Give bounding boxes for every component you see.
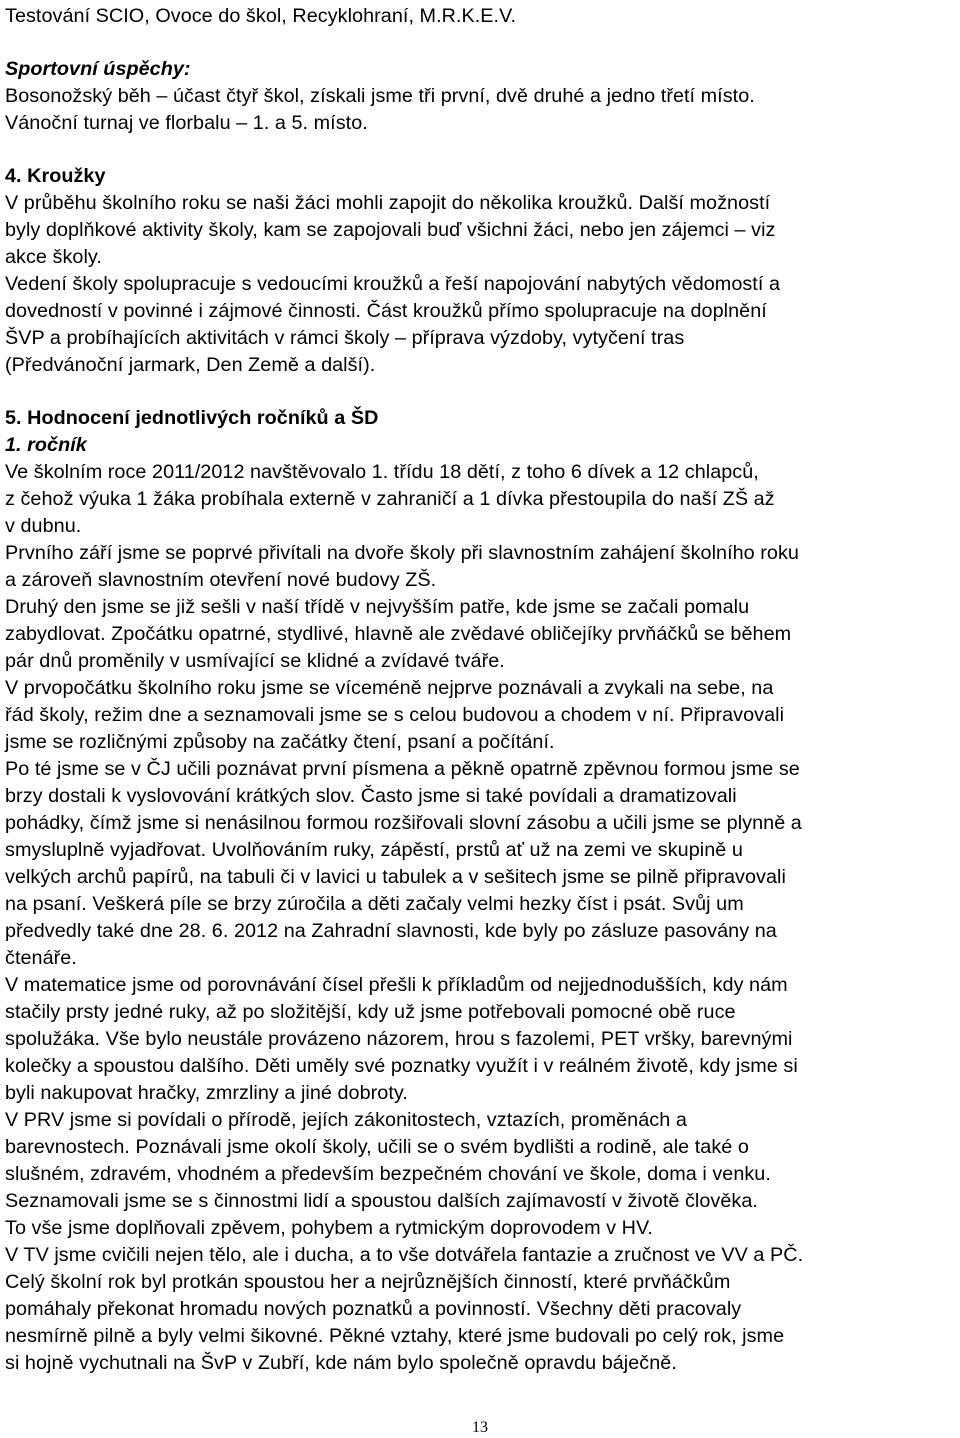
section-5-line: si hojně vychutnali na ŠvP v Zubří, kde nám bylo společně opravdu báječně. (5, 1352, 677, 1374)
section-4-line: dovedností v povinné i zájmové činnosti. Část kroužků přímo spolupracuje na doplnění (5, 300, 767, 322)
section-5-line: pomáhaly překonat hromadu nových poznatků a povinností. Všechny děti pracovaly (5, 1298, 742, 1320)
section-5-line: Celý školní rok byl protkán spoustou her a nejrůznějších činností, které prvňáčkům (5, 1271, 731, 1293)
spacer (5, 30, 955, 56)
section-5-line: řád školy, režim dne a seznamovali jsme se s celou budovou a chodem v ní. Připravovali (5, 704, 785, 726)
section-5-line: velkých archů papírů, na tabuli či v lavici u tabulek a v sešitech jsme se pilně připravovali (5, 866, 786, 888)
section-5-body (5, 459, 955, 1377)
section-4-line: V průběhu školního roku se naši žáci mohli zapojit do několika kroužků. Další možností (5, 192, 771, 214)
section-5-line: v dubnu. (5, 515, 82, 537)
section-5-line: V matematice jsme od porovnávání čísel přešli k příkladům od nejjednodušších, kdy nám (5, 974, 788, 996)
section-5-line: a zároveň slavnostním otevření nové budovy ZŠ. (5, 569, 437, 591)
section-5-line: nesmírně pilně a byly velmi šikovné. Pěkné vztahy, které jsme budovali po celý rok, jsme (5, 1325, 785, 1347)
intro-line: Testování SCIO, Ovoce do škol, Recyklohraní, M.R.K.E.V. (5, 5, 517, 27)
section-5-line: To vše jsme doplňovali zpěvem, pohybem a rytmickým doprovodem v HV. (5, 1217, 653, 1239)
section-5-line: Druhý den jsme se již sešli v naší třídě v nejvyšším patře, kde jsme se začali pomalu (5, 596, 750, 618)
spacer (5, 137, 955, 163)
spacer (5, 379, 955, 405)
section-5-line: slušném, zdravém, vhodném a především bezpečném chování ve škole, doma i venku. (5, 1163, 771, 1185)
section-5-line: z čehož výuka 1 žáka probíhala externě v zahraničí a 1 dívka přestoupila do naší ZŠ až (5, 488, 775, 510)
section-5-line: V TV jsme cvičili nejen tělo, ale i ducha, a to vše dotvářela fantazie a zručnost ve VV a PČ. (5, 1244, 804, 1266)
section-5-line: V PRV jsme si povídali o přírodě, jejích zákonitostech, vztazích, proměnách a (5, 1109, 687, 1131)
document-page (5, 3, 955, 1377)
section-5-line: pár dnů proměnily v usmívající se klidné a zvídavé tváře. (5, 650, 505, 672)
section-5-line: pohádky, čímž jsme si nenásilnou formou rozšiřovali slovní zásobu a učili jsme se plynně a (5, 812, 802, 834)
section-5-line: Seznamovali jsme se s činnostmi lidí a spoustou dalších zajímavostí v životě člověka. (5, 1190, 758, 1212)
section-5-line: V prvopočátku školního roku jsme se víceméně nejprve poznávali a zvykali na sebe, na (5, 677, 774, 699)
section-5-line: byli nakupovat hračky, zmrzliny a jiné dobroty. (5, 1082, 408, 1104)
sport-line: Vánoční turnaj ve florbalu – 1. a 5. místo. (5, 112, 368, 134)
grade-1-subheading: 1. ročník (5, 434, 87, 456)
section-5-heading: 5. Hodnocení jednotlivých ročníků a ŠD (5, 407, 379, 429)
section-5-line: Po té jsme se v ČJ učili poznávat první písmena a pěkně opatrně zpěvnou formou jsme se (5, 758, 800, 780)
section-5-line: Prvního září jsme se poprvé přivítali na dvoře školy při slavnostním zahájení školního roku (5, 542, 799, 564)
section-5-line: spolužáka. Vše bylo neustále provázeno názorem, hrou s fazolemi, PET vršky, barevnými (5, 1028, 793, 1050)
section-5-line: na psaní. Veškerá píle se brzy zúročila a děti začaly velmi hezky číst i psát. Svůj um (5, 893, 744, 915)
section-5-line: brzy dostali k vyslovování krátkých slov. Často jsme si také povídali a dramatizovali (5, 785, 737, 807)
page-number: 13 (472, 1419, 488, 1436)
section-5-line: smysluplně vyjadřovat. Uvolňováním ruky, zápěstí, prstů ať už na zemi ve skupině u (5, 839, 743, 861)
section-5-line: stačily prsty jedné ruky, až po složitější, kdy už jsme potřebovali pomocné obě ruce (5, 1001, 736, 1023)
section-4-line: (Předvánoční jarmark, Den Země a další). (5, 354, 376, 376)
section-5-line: Ve školním roce 2011/2012 navštěvovalo 1. třídu 18 dětí, z toho 6 dívek a 12 chlapců, (5, 461, 759, 483)
sport-line: Bosonožský běh – účast čtyř škol, získali jsme tři první, dvě druhé a jedno třetí místo. (5, 85, 755, 107)
section-4-line: ŠVP a probíhajících aktivitách v rámci školy – příprava výzdoby, vytyčení tras (5, 327, 685, 349)
section-5-line: předvedly také dne 28. 6. 2012 na Zahradní slavnosti, kde byly po zásluze pasovány na (5, 920, 777, 942)
section-5-line: zabydlovat. Zpočátku opatrné, stydlivé, hlavně ale zvědavé obličejíky prvňáčků se během (5, 623, 792, 645)
sport-heading: Sportovní úspěchy: (5, 58, 191, 80)
section-5-line: barevnostech. Poznávali jsme okolí školy, učili se o svém bydlišti a rodině, ale také o (5, 1136, 749, 1158)
section-4-line: akce školy. (5, 246, 102, 268)
section-5-line: jsme se rozličnými způsoby na začátky čtení, psaní a počítání. (5, 731, 555, 753)
section-4-line: byly doplňkové aktivity školy, kam se zapojovali buď všichni žáci, nebo jen zájemci – viz (5, 219, 776, 241)
section-4-heading: 4. Kroužky (5, 165, 106, 187)
section-5-line: čtenáře. (5, 947, 77, 969)
section-5-line: kolečky a spoustou dalšího. Děti uměly své poznatky využít i v reálném životě, kdy jsme si (5, 1055, 798, 1077)
section-4-line: Vedení školy spolupracuje s vedoucími kroužků a řeší napojování nabytých vědomostí a (5, 273, 781, 295)
